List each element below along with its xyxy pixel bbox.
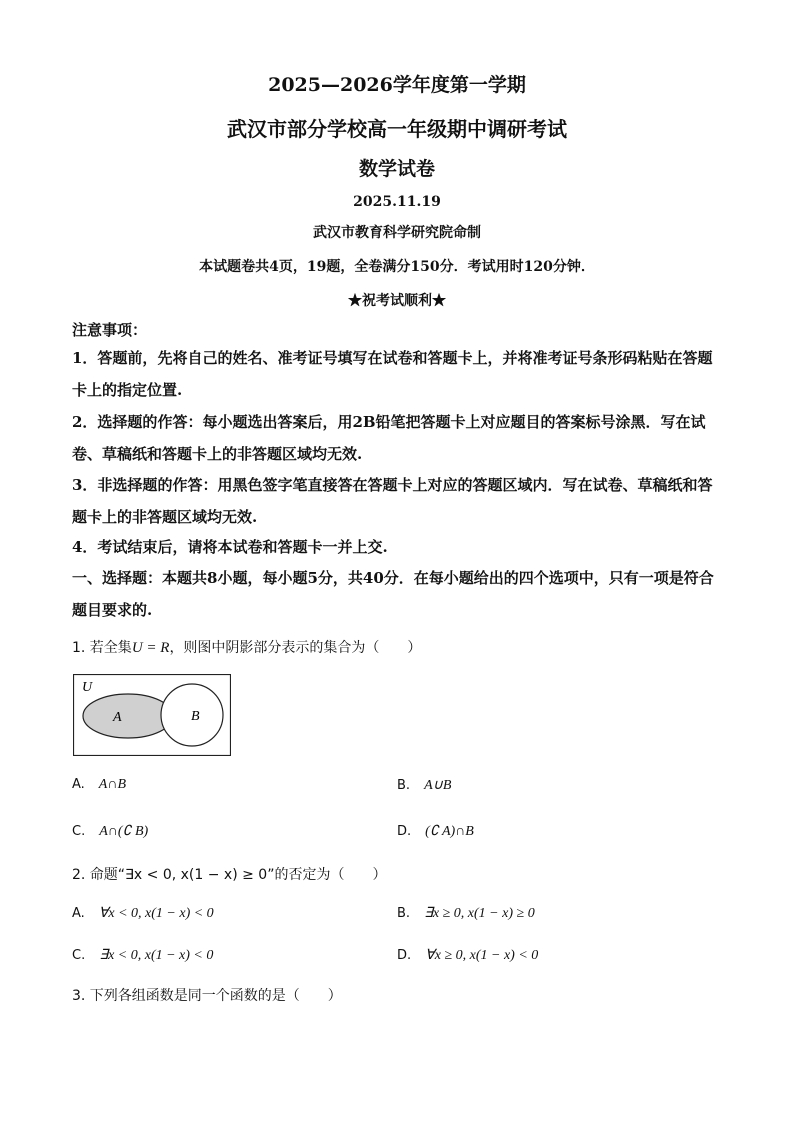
q1-option-d[interactable]: [397, 823, 474, 840]
q2-option-b-text: ∃x ≥ 0, x(1 − x) ≥ 0: [424, 906, 535, 921]
notice-item-2: 2．选择题的作答：每小题选出答案后，用2B铅笔把答题卡上对应题目的答案标号涂黑．写在试卷、草稿纸和答题卡上的非答题区域均无效.: [72, 413, 706, 463]
exam-title: 武汉市部分学校高一年级期中调研考试: [227, 117, 567, 141]
q2-option-c-label: C.: [72, 948, 86, 963]
q1-option-c-label: C.: [72, 824, 86, 839]
exam-info: 本试题卷共4页，19题，全卷满分150分．考试用时120分钟．: [199, 259, 595, 275]
q1-option-c-text: A∩(∁ B): [99, 824, 149, 839]
exam-maker: 武汉市教育科学研究院命制: [313, 225, 481, 241]
exam-subject: 数学试卷: [358, 158, 435, 180]
notice-item-1: 1．答题前，先将自己的姓名、准考证号填写在试卷和答题卡上，并将准考证号条形码粘贴在答题卡上的指定位置.: [72, 349, 713, 399]
q1-option-b-text: A∪B: [424, 778, 452, 793]
question-3-stem: 3. 下列各组函数是同一个函数的是（ ）: [72, 988, 342, 1004]
notice-item-4: 4．考试结束后，请将本试卷和答题卡一并上交.: [72, 538, 388, 556]
notice-title: 注意事项：: [72, 321, 148, 339]
q1-stem-math: U = R: [131, 640, 170, 656]
q2-option-b-label: B.: [397, 906, 411, 921]
q2-option-c-text: ∃x < 0, x(1 − x) < 0: [99, 948, 214, 963]
question-1-stem: [72, 637, 421, 657]
venn-label-a: A: [113, 710, 122, 725]
q1-option-c[interactable]: [72, 823, 148, 840]
q1-option-a-text: A∩B: [98, 777, 127, 792]
q1-stem-post: ，则图中阴影部分表示的集合为（ ）: [169, 640, 422, 656]
q1-option-d-text: (∁ A)∩B: [425, 824, 474, 839]
venn-diagram: [73, 674, 231, 756]
venn-label-b: B: [191, 709, 200, 724]
q2-option-a-text: ∀x < 0, x(1 − x) < 0: [98, 906, 214, 921]
question-2-stem: 2. 命题“∃x < 0, x(1 − x) ≥ 0”的否定为（ ）: [72, 867, 387, 883]
q1-option-a[interactable]: [72, 777, 126, 793]
q2-option-c[interactable]: [72, 947, 213, 964]
notice-item-3: 3．非选择题的作答：用黑色签字笔直接答在答题卡上对应的答题区域内．写在试卷、草稿纸和答题卡上的非答题区域均无效.: [72, 476, 713, 526]
q2-option-b[interactable]: [397, 905, 535, 922]
exam-term: 2025—2026学年度第一学期: [268, 74, 526, 96]
venn-label-u: U: [82, 680, 93, 695]
q1-option-a-label: A.: [72, 777, 85, 792]
q2-option-a[interactable]: [72, 905, 214, 922]
q1-option-b[interactable]: [397, 777, 451, 794]
q1-stem-pre: 1. 若全集: [72, 640, 132, 656]
q2-option-d[interactable]: [397, 947, 538, 964]
q1-option-d-label: D.: [397, 824, 412, 839]
section-heading: 一、选择题：本题共8小题，每小题5分，共40分．在每小题给出的四个选项中，只有一项是符合题目要求的.: [72, 569, 714, 619]
q2-option-a-label: A.: [72, 906, 85, 921]
exam-wish: ★祝考试顺利★: [348, 293, 446, 309]
q2-option-d-text: ∀x ≥ 0, x(1 − x) < 0: [425, 948, 539, 963]
q1-option-b-label: B.: [397, 778, 411, 793]
exam-date: 2025.11.19: [353, 194, 441, 210]
q2-option-d-label: D.: [397, 948, 412, 963]
